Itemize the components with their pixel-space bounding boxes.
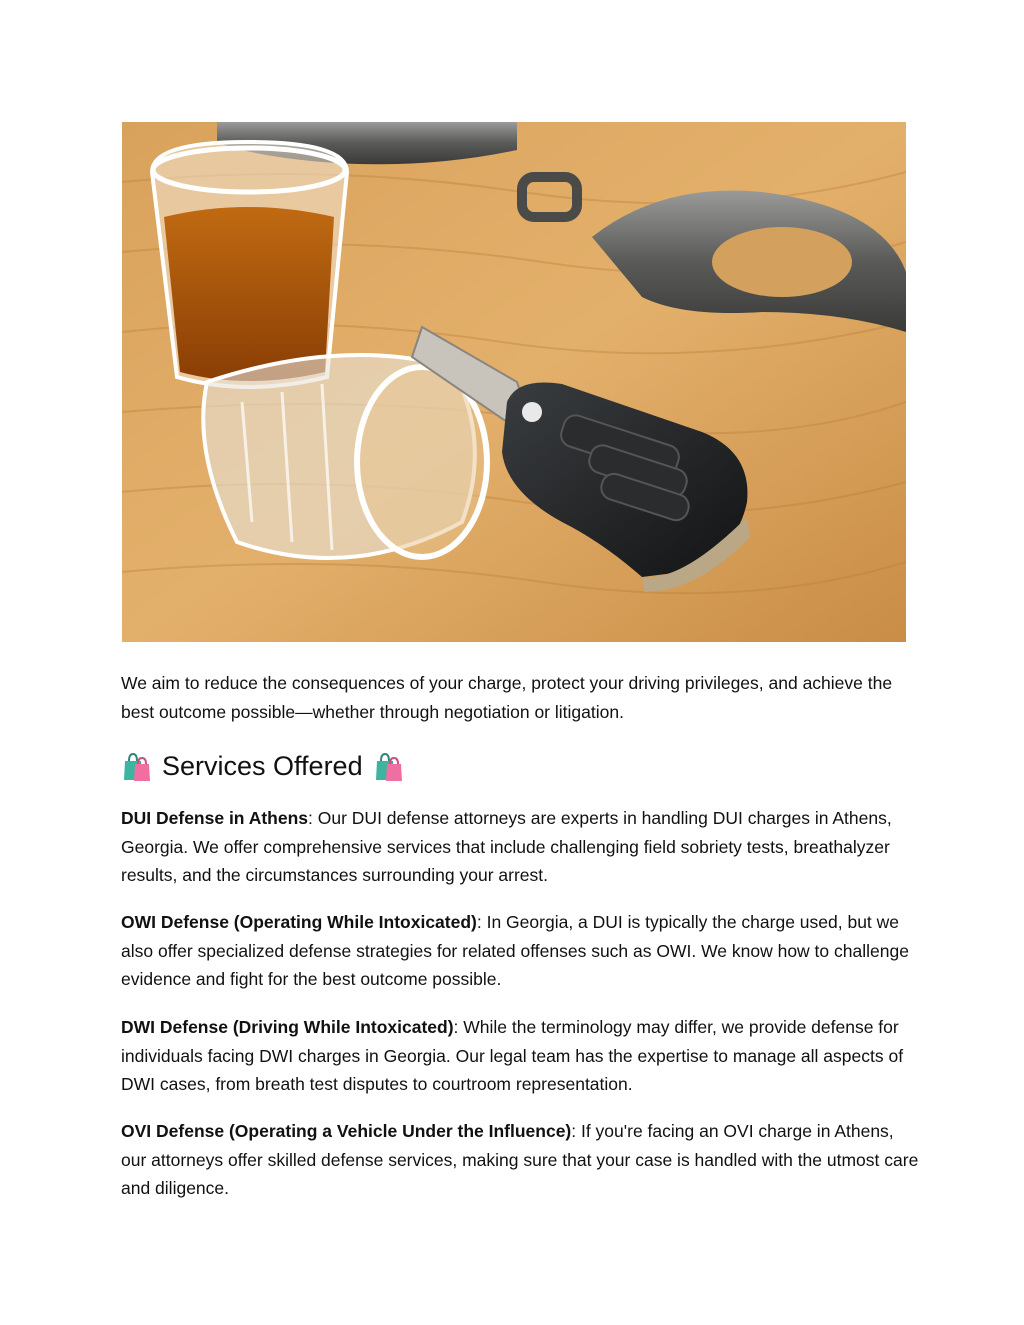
shopping-bags-icon (121, 750, 152, 782)
service-body: : In Georgia, a DUI is typically the charge used, but we also offer specialized defense strategies for related offenses such as OWI. We know how to challenge evidence and fight for the best outcome possible. (121, 912, 909, 989)
dui-photo-icon (122, 122, 906, 642)
service-body: : Our DUI defense attorneys are experts in handling DUI charges in Athens, Georgia. We offer comprehensive services that include challenging field sobriety tests, breathalyzer results, and the circumstances surrounding your arrest. (121, 808, 892, 885)
service-item (121, 1117, 921, 1203)
service-title: OWI Defense (Operating While Intoxicated) (121, 912, 477, 932)
services-heading-text: Services Offered (162, 751, 363, 781)
service-title: DWI Defense (Driving While Intoxicated) (121, 1017, 454, 1037)
intro-paragraph: We aim to reduce the consequences of your charge, protect your driving privileges, and achieve the best outcome possible—whether through negotiation or litigation. (121, 673, 893, 722)
service-title: OVI Defense (Operating a Vehicle Under the Influence) (121, 1121, 572, 1141)
service-title: DUI Defense in Athens (121, 808, 309, 828)
service-body: : If you're facing an OVI charge in Athens, our attorneys offer skilled defense services, making sure that your case is handled with the utmost care and diligence. (121, 1121, 919, 1198)
shopping-bags-icon (373, 750, 404, 782)
dui-photo (122, 122, 906, 642)
service-item (121, 1013, 921, 1099)
service-body: : While the terminology may differ, we provide defense for individuals facing DWI charges in Georgia. Our legal team has the expertise to manage all aspects of DWI cases, from breath test disputes to courtroom representation. (121, 1017, 904, 1094)
service-item (121, 804, 921, 890)
service-item (121, 908, 921, 994)
services-heading (121, 746, 404, 786)
